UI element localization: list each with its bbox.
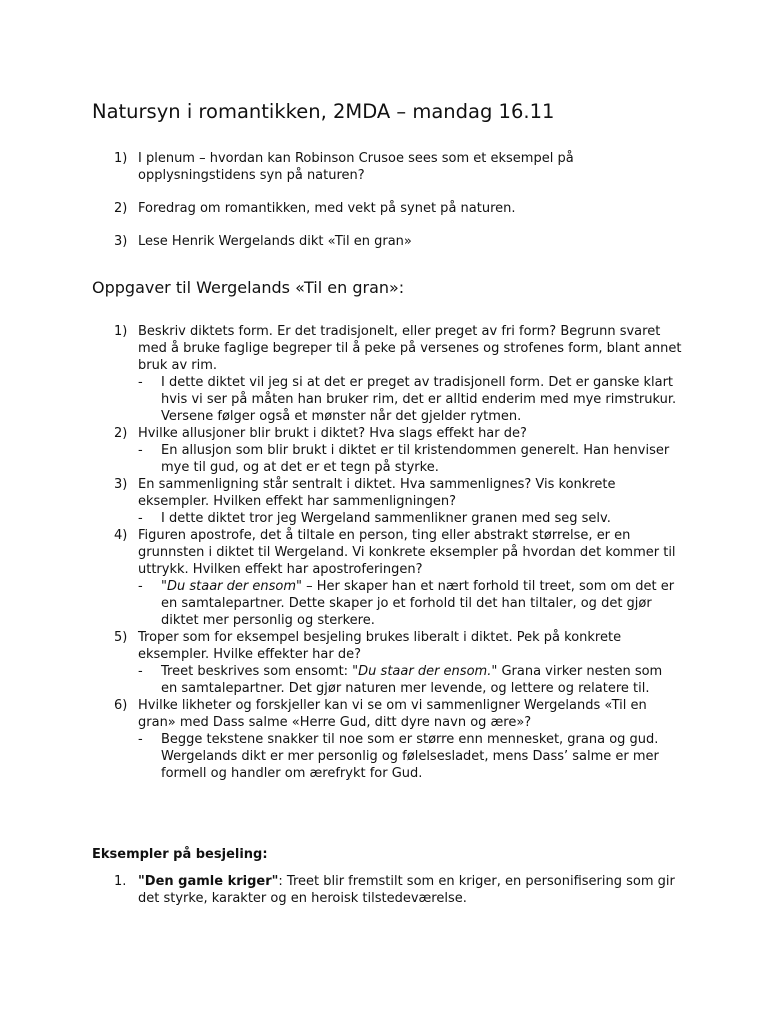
answer-text-start: Treet beskrives som ensomt: " xyxy=(161,664,359,679)
answer-item xyxy=(138,510,682,527)
task-question: En sammenligning står sentralt i diktet. Hva sammenlignes? Vis konkrete eksempler. Hvilken effekt har sammenligningen? xyxy=(138,477,616,509)
dash-marker: - xyxy=(138,732,143,747)
answer-text: I dette diktet tror jeg Wergeland sammenlikner granen med seg selv. xyxy=(161,511,611,526)
answer-item xyxy=(138,578,682,629)
dash-marker: - xyxy=(138,375,143,390)
task-number: 2) xyxy=(114,426,128,441)
task-number: 6) xyxy=(114,698,128,713)
task-item xyxy=(92,629,682,697)
answer-text xyxy=(161,664,662,696)
task-question: Troper som for eksempel besjeling brukes liberalt i diktet. Pek på konkrete eksempler. Hvilke effekter har de? xyxy=(138,630,622,662)
list-item xyxy=(92,150,622,184)
answer-list xyxy=(138,374,682,425)
quote-mark: " xyxy=(161,579,167,594)
list-item xyxy=(92,233,622,250)
answer-item xyxy=(138,374,682,425)
dash-marker: - xyxy=(138,443,143,458)
list-number: 3) xyxy=(114,234,128,249)
answer-text xyxy=(161,579,674,628)
example-text xyxy=(138,874,675,906)
task-number: 5) xyxy=(114,630,128,645)
quoted-line: Du staar der ensom. xyxy=(358,664,492,679)
list-number: 2) xyxy=(114,201,128,216)
task-item xyxy=(92,527,682,629)
tasks-heading: Oppgaver til Wergelands «Til en gran»: xyxy=(92,278,405,297)
list-item-text: I plenum – hvordan kan Robinson Crusoe sees som et eksempel på opplysningstidens syn på naturen? xyxy=(138,151,574,183)
list-item-text: Foredrag om romantikken, med vekt på synet på naturen. xyxy=(138,201,516,216)
task-item xyxy=(92,425,682,476)
answer-list xyxy=(138,510,682,527)
task-number: 3) xyxy=(114,477,128,492)
page-title: Natursyn i romantikken, 2MDA – mandag 16.11 xyxy=(92,100,555,123)
examples-list xyxy=(92,873,682,907)
answer-text: I dette diktet vil jeg si at det er preget av tradisjonell form. Det er ganske klart hvis vi ser på måten han bruker rim, det er alltid enderim med mye rimstrukur. Versene følger også et mønster når det gjelder rytmen. xyxy=(161,375,677,424)
example-number: 1. xyxy=(114,874,127,889)
list-item xyxy=(92,200,622,217)
task-question: Hvilke allusjoner blir brukt i diktet? Hva slags effekt har de? xyxy=(138,426,527,441)
answer-text-rest: " – Her skaper han et nært forhold til treet, som om det er en samtalepartner. Dette skaper jo et forhold til det han tiltaler, og det gjør diktet mer personlig og sterkere. xyxy=(161,579,675,628)
answer-text-rest: " Grana virker nesten som en samtalepartner. Det gjør naturen mer levende, og lettere og relatere til. xyxy=(161,664,663,696)
task-question: Figuren apostrofe, det å tiltale en person, ting eller abstrakt størrelse, er en grunnsten i diktet til Wergeland. Vi konkrete eksempler på hvordan det kommer til uttrykk. Hvilken effekt har apostroferingen? xyxy=(138,528,676,577)
dash-marker: - xyxy=(138,579,143,594)
answer-list xyxy=(138,442,682,476)
answer-list xyxy=(138,731,682,782)
answer-list xyxy=(138,578,682,629)
list-number: 1) xyxy=(114,151,128,166)
task-number: 1) xyxy=(114,324,128,339)
quoted-line: Du staar der ensom xyxy=(166,579,297,594)
answer-item xyxy=(138,731,682,782)
task-item xyxy=(92,697,682,782)
answer-list xyxy=(138,663,682,697)
task-number: 4) xyxy=(114,528,128,543)
example-description: : Treet blir fremstilt som en kriger, en personifisering som gir det styrke, karakter og en heroisk tilstedeværelse. xyxy=(138,874,675,906)
dash-marker: - xyxy=(138,664,143,679)
answer-text: Begge tekstene snakker til noe som er større enn mennesket, grana og gud. Wergelands dikt er mer personlig og følelsesladet, mens Dass’ salme er mer formell og handler om ærefrykt for Gud. xyxy=(161,732,659,781)
list-item-text: Lese Henrik Wergelands dikt «Til en gran» xyxy=(138,234,412,249)
example-item xyxy=(92,873,682,907)
lesson-plan-list xyxy=(92,150,622,266)
dash-marker: - xyxy=(138,511,143,526)
task-question: Hvilke likheter og forskjeller kan vi se om vi sammenligner Wergelands «Til en gran» med Dass salme «Herre Gud, ditt dyre navn og ære»? xyxy=(138,698,647,730)
example-title: "Den gamle kriger" xyxy=(138,874,279,889)
answer-text: En allusjon som blir brukt i diktet er til kristendommen generelt. Han henviser mye til gud, og at det er et tegn på styrke. xyxy=(161,443,670,475)
examples-heading: Eksempler på besjeling: xyxy=(92,847,268,862)
task-item xyxy=(92,476,682,527)
task-list xyxy=(92,323,682,782)
answer-item xyxy=(138,663,682,697)
task-item xyxy=(92,323,682,425)
task-question: Beskriv diktets form. Er det tradisjonelt, eller preget av fri form? Begrunn svaret med å bruke faglige begreper til å peke på versenes og strofenes form, blant annet bruk av rim. xyxy=(138,324,682,373)
answer-item xyxy=(138,442,682,476)
